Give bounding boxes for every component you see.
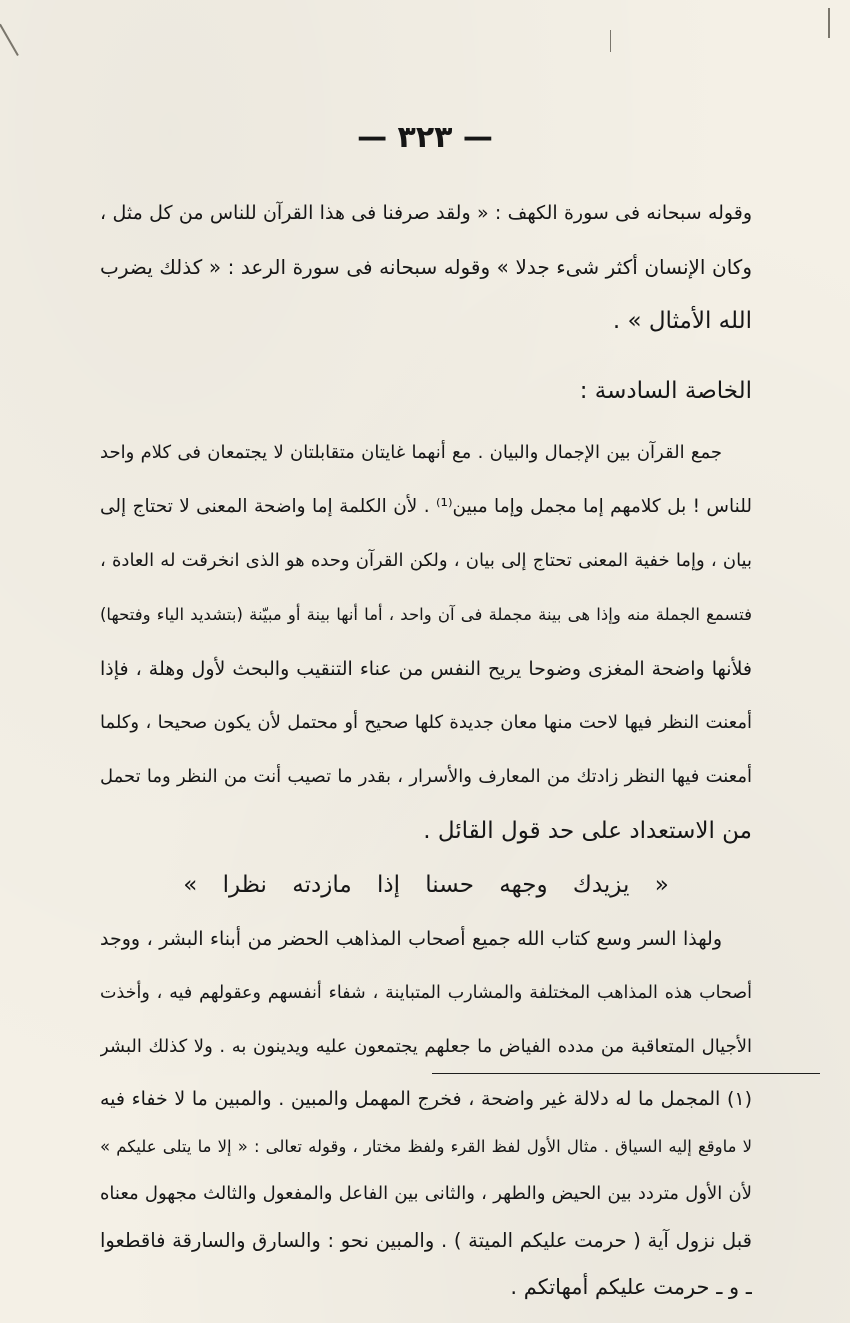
section-heading: الخاصة السادسة : xyxy=(579,378,752,404)
text-line: وقوله سبحانه فى سورة الكهف : « ولقد صرفنا فى هذا القرآن للناس من كل مثل ، xyxy=(100,202,752,224)
text-line: للناس ! بل كلامهم إما مجمل وإما مبين⁽¹⁾ . لأن الكلمة إما واضحة المعنى لا تحتاج إلى xyxy=(100,496,752,517)
scan-scratch-top-center xyxy=(610,30,611,52)
footnote-separator xyxy=(432,1073,820,1074)
footnotes xyxy=(100,1076,752,1311)
paragraph-ijmal-bayan xyxy=(100,426,752,858)
footnote-line: ـ و ـ حرمت عليكم أمهاتكم . xyxy=(510,1275,752,1299)
text-line: وكان الإنسان أكثر شىء جدلا » وقوله سبحانه فى سورة الرعد : « كذلك يضرب xyxy=(100,255,752,279)
text-line: جمع القرآن بين الإجمال والبيان . مع أنهما غايتان متقابلتان لا يجتمعان فى كلام واحد xyxy=(100,442,722,463)
poetry-verse: « يزيدك وجهه حسنا إذا مازدته نظرا » xyxy=(183,872,669,898)
main-text xyxy=(100,186,752,1074)
footnote-line: (١) المجمل ما له دلالة غير واضحة ، فخرج المهمل والمبين . والمبين ما لا خفاء فيه xyxy=(100,1088,752,1110)
text-line: الأجيال المتعاقبة من مدده الفياض ما جعلهم يجتمعون عليه ويدينون به . ولا كذلك البشر xyxy=(100,1036,752,1057)
text-line: أصحاب هذه المذاهب المختلفة والمشارب المتباينة ، شفاء أنفسهم وعقولهم فيه ، وأخذت xyxy=(100,983,752,1003)
text-line: فلأنها واضحة المغزى وضوحا يريح النفس من عناء التنقيب والبحث لأول وهلة ، فإذا xyxy=(100,658,752,680)
paragraph-kahf-quote xyxy=(100,186,752,348)
paragraph-secret xyxy=(100,912,752,1074)
scan-scratch-top-right xyxy=(828,8,830,38)
text-line: أمعنت النظر فيها لاحت منها معان جديدة كلها صحيح أو محتمل لأن يكون صحيحا ، وكلما xyxy=(100,712,752,733)
page-number: — ٣٢٣ — xyxy=(357,120,493,155)
text-line: بيان ، وإما خفية المعنى تحتاج إلى بيان ، ولكن القرآن وحده هو الذى انخرقت له العادة ، xyxy=(100,550,752,571)
text-line: الله الأمثال » . xyxy=(612,308,752,334)
footnote-line: قبل نزول آية ( حرمت عليكم الميتة ) . والمبين نحو : والسارق والسارقة فاقطعوا xyxy=(100,1229,752,1252)
scan-scratch-top-left xyxy=(0,24,18,56)
footnote-line: لا ماوقع إليه السياق . مثال الأول لفظ القرء ولفظ مختار ، وقوله تعالى : « إلا ما يتلى عليكم » xyxy=(100,1137,752,1156)
text-line: فتسمع الجملة منه وإذا هى بينة مجملة فى آن واحد ، أما أنها بينة أو مبيّنة (بتشديد الياء وفتحها) xyxy=(100,605,752,624)
text-line: ولهذا السر وسع كتاب الله جميع أصحاب المذاهب الحضر من أبناء البشر ، ووجد xyxy=(100,928,722,950)
text-line: من الاستعداد على حد قول القائل . xyxy=(423,818,752,844)
text-line: أمعنت فيها النظر زادتك من المعارف والأسرار ، بقدر ما تصيب أنت من النظر وما تحمل xyxy=(100,766,752,787)
footnote-line: لأن الأول متردد بين الحيض والطهر ، والثانى بين الفاعل والمفعول والثالث مجهول معناه xyxy=(100,1183,752,1204)
